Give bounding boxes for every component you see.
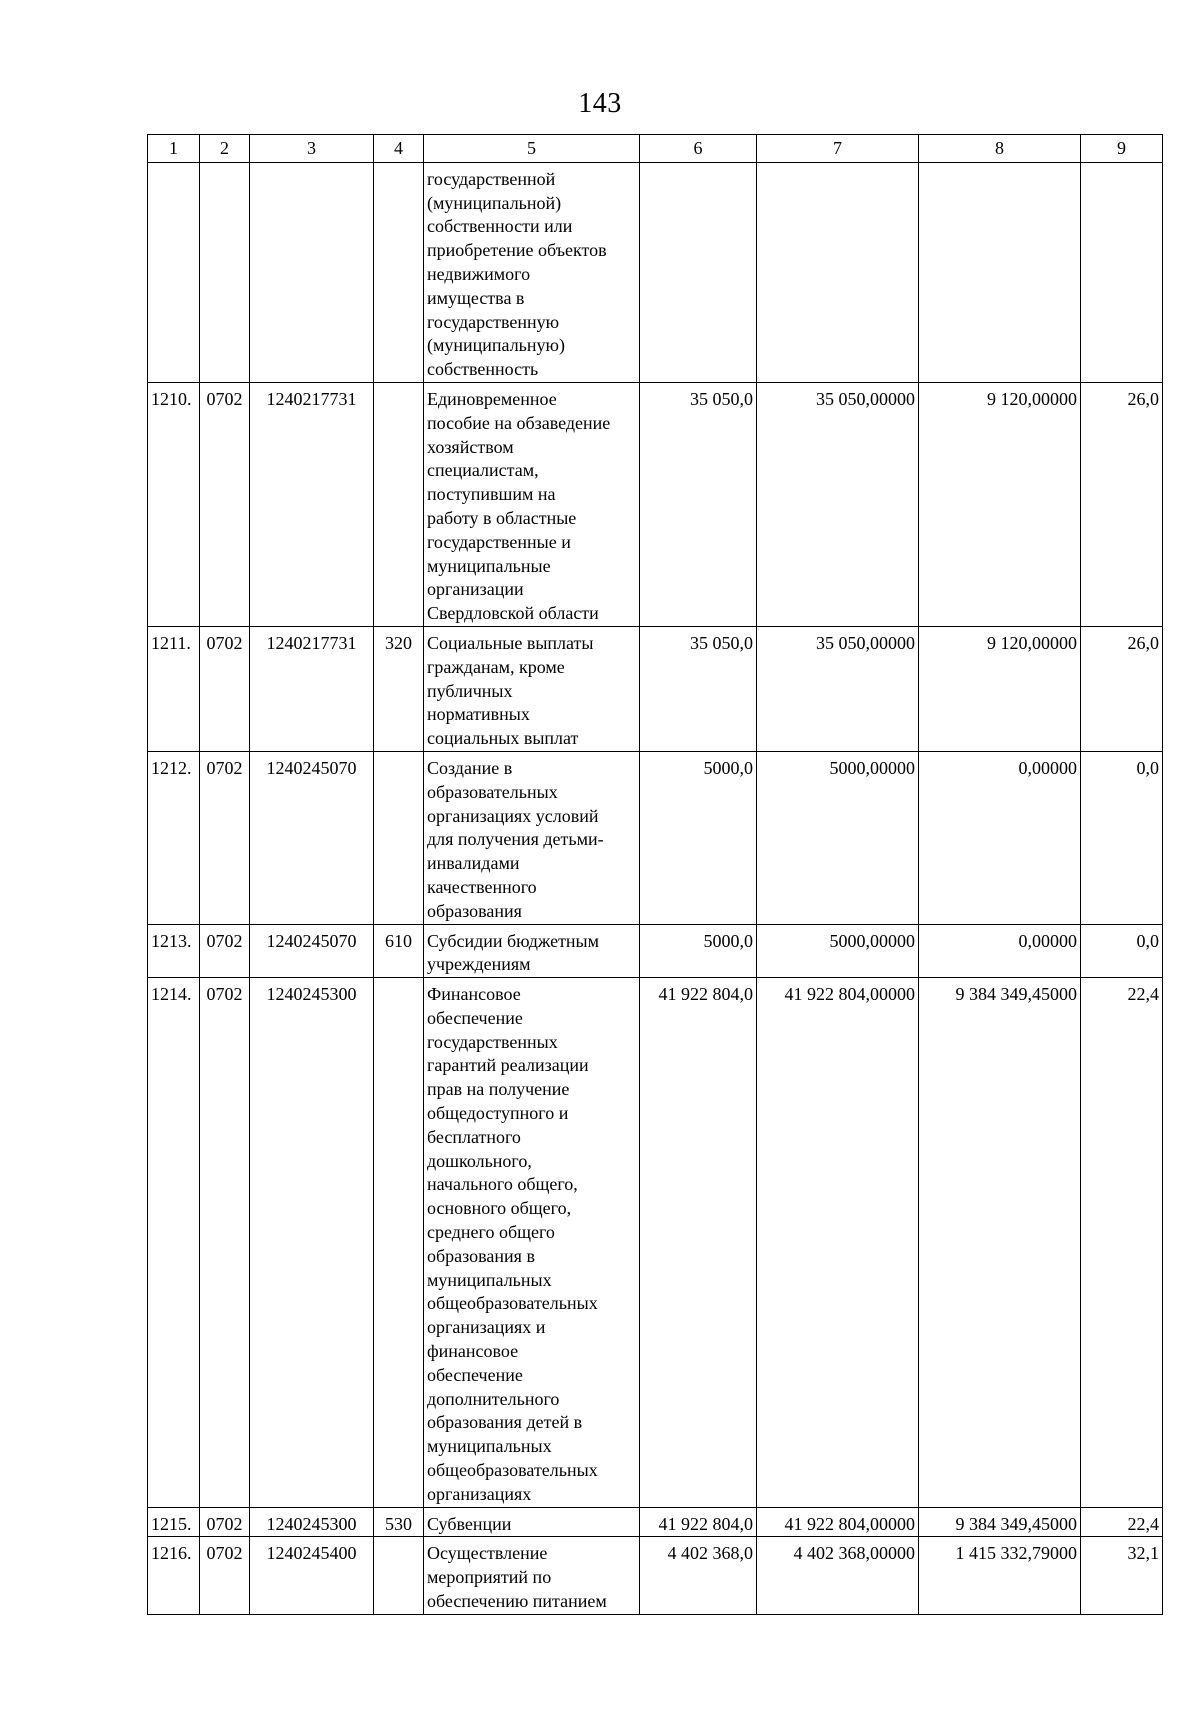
planned-amount: 35 050,0: [640, 382, 757, 626]
item-name-line: имущества в: [427, 287, 525, 308]
item-name-line: пособие на обзаведение: [427, 412, 611, 433]
executed-amount: 1 415 332,79000: [919, 1537, 1081, 1614]
item-name-line: основного общего,: [427, 1198, 572, 1219]
refined-amount: 41 922 804,00000: [757, 1507, 919, 1537]
item-name-line: Создание в: [427, 757, 513, 778]
target-article-code: 1240217731: [250, 382, 374, 626]
item-name-line: организации: [427, 579, 524, 600]
item-name-line: собственность: [427, 359, 539, 380]
row-number: 1210.: [148, 382, 200, 626]
refined-amount: 5000,00000: [757, 924, 919, 978]
row-number: 1215.: [148, 1507, 200, 1537]
refined-amount: [757, 162, 919, 382]
column-header: 2: [200, 135, 250, 163]
item-name-line: муниципальные: [427, 555, 551, 576]
item-name-line: работу в областные: [427, 507, 577, 528]
item-name-line: Свердловской области: [427, 603, 599, 624]
item-name-line: нормативных: [427, 704, 530, 725]
item-name-line: гарантий реализации: [427, 1055, 589, 1076]
table-row: [148, 1507, 1163, 1537]
planned-amount: 41 922 804,0: [640, 978, 757, 1508]
item-name-line: начального общего,: [427, 1174, 578, 1195]
planned-amount: 5000,0: [640, 924, 757, 978]
executed-amount: 9 120,00000: [919, 626, 1081, 751]
column-header: 6: [640, 135, 757, 163]
section-code: 0702: [200, 1507, 250, 1537]
item-name-line: приобретение объектов: [427, 240, 607, 261]
item-name-line: прав на получение: [427, 1079, 570, 1100]
item-name-line: образования в: [427, 1245, 535, 1266]
item-name-line: обеспечение: [427, 1007, 523, 1028]
item-name-line: государственной: [427, 168, 556, 189]
executed-amount: 0,00000: [919, 924, 1081, 978]
refined-amount: 5000,00000: [757, 751, 919, 924]
item-name-line: организациях и: [427, 1317, 546, 1338]
item-name-line: государственные и: [427, 531, 571, 552]
target-article-code: [250, 162, 374, 382]
table-row: [148, 978, 1163, 1508]
item-name-line: учреждениям: [427, 954, 531, 975]
item-name-line: государственных: [427, 1031, 558, 1052]
expense-type-code: 530: [374, 1507, 424, 1537]
execution-percent: [1081, 162, 1163, 382]
section-code: 0702: [200, 924, 250, 978]
column-header: 8: [919, 135, 1081, 163]
item-name-line: образования: [427, 900, 522, 921]
item-name-line: качественного: [427, 876, 537, 897]
planned-amount: [640, 162, 757, 382]
item-name-line: обеспечение: [427, 1364, 523, 1385]
item-name-line: недвижимого: [427, 263, 531, 284]
execution-percent: 22,4: [1081, 1507, 1163, 1537]
execution-percent: 0,0: [1081, 924, 1163, 978]
refined-amount: 35 050,00000: [757, 626, 919, 751]
column-header: 3: [250, 135, 374, 163]
planned-amount: 35 050,0: [640, 626, 757, 751]
table-body: [148, 162, 1163, 1614]
execution-percent: 26,0: [1081, 382, 1163, 626]
target-article-code: 1240217731: [250, 626, 374, 751]
executed-amount: 0,00000: [919, 751, 1081, 924]
item-name-line: мероприятий по: [427, 1567, 552, 1588]
planned-amount: 41 922 804,0: [640, 1507, 757, 1537]
refined-amount: 4 402 368,00000: [757, 1537, 919, 1614]
budget-table: [147, 134, 1163, 1615]
expense-type-code: 320: [374, 626, 424, 751]
column-header: 7: [757, 135, 919, 163]
executed-amount: 9 120,00000: [919, 382, 1081, 626]
item-name-line: (муниципальную): [427, 335, 565, 356]
row-number: 1213.: [148, 924, 200, 978]
item-name: [424, 1507, 640, 1537]
execution-percent: 26,0: [1081, 626, 1163, 751]
row-number: 1212.: [148, 751, 200, 924]
page-number: 143: [578, 88, 622, 119]
item-name-line: инвалидами: [427, 853, 520, 874]
target-article-code: 1240245400: [250, 1537, 374, 1614]
item-name-line: муниципальных: [427, 1269, 552, 1290]
section-code: 0702: [200, 1537, 250, 1614]
item-name-line: общеобразовательных: [427, 1293, 598, 1314]
table-row: [148, 751, 1163, 924]
table-row: [148, 382, 1163, 626]
item-name: [424, 978, 640, 1508]
item-name-line: обеспечению питанием: [427, 1591, 607, 1612]
refined-amount: 35 050,00000: [757, 382, 919, 626]
item-name-line: муниципальных: [427, 1436, 552, 1457]
item-name-line: для получения детьми-: [427, 829, 604, 850]
section-code: 0702: [200, 751, 250, 924]
item-name-line: Субсидии бюджетным: [427, 930, 600, 951]
row-number: [148, 162, 200, 382]
item-name-line: Субвенции: [427, 1513, 512, 1534]
expense-type-code: [374, 751, 424, 924]
planned-amount: 4 402 368,0: [640, 1537, 757, 1614]
table-row: [148, 1537, 1163, 1614]
section-code: 0702: [200, 978, 250, 1508]
executed-amount: 9 384 349,45000: [919, 1507, 1081, 1537]
item-name-line: общедоступного и: [427, 1103, 569, 1124]
item-name-line: (муниципальной): [427, 192, 562, 213]
item-name: [424, 382, 640, 626]
item-name-line: общеобразовательных: [427, 1460, 598, 1481]
item-name-line: Единовременное: [427, 388, 557, 409]
expense-type-code: 610: [374, 924, 424, 978]
expense-type-code: [374, 978, 424, 1508]
item-name: [424, 626, 640, 751]
item-name-line: публичных: [427, 680, 513, 701]
expense-type-code: [374, 1537, 424, 1614]
executed-amount: 9 384 349,45000: [919, 978, 1081, 1508]
row-number: 1211.: [148, 626, 200, 751]
item-name-line: социальных выплат: [427, 728, 579, 749]
item-name-line: образовательных: [427, 781, 558, 802]
item-name-line: гражданам, кроме: [427, 656, 565, 677]
item-name-line: бесплатного: [427, 1126, 521, 1147]
header-row: [148, 135, 1163, 163]
item-name-line: государственную: [427, 311, 560, 332]
target-article-code: 1240245300: [250, 978, 374, 1508]
item-name-line: Финансовое: [427, 984, 521, 1005]
expense-type-code: [374, 382, 424, 626]
item-name-line: Социальные выплаты: [427, 632, 594, 653]
item-name: [424, 924, 640, 978]
table-row: [148, 162, 1163, 382]
item-name: [424, 162, 640, 382]
item-name-line: дополнительного: [427, 1388, 560, 1409]
expense-type-code: [374, 162, 424, 382]
section-code: 0702: [200, 382, 250, 626]
execution-percent: 32,1: [1081, 1537, 1163, 1614]
item-name-line: собственности или: [427, 216, 573, 237]
item-name-line: организациях условий: [427, 805, 599, 826]
section-code: 0702: [200, 626, 250, 751]
item-name: [424, 1537, 640, 1614]
item-name-line: финансовое: [427, 1341, 519, 1362]
item-name-line: дошкольного,: [427, 1150, 532, 1171]
target-article-code: 1240245070: [250, 924, 374, 978]
table-row: [148, 626, 1163, 751]
section-code: [200, 162, 250, 382]
item-name: [424, 751, 640, 924]
refined-amount: 41 922 804,00000: [757, 978, 919, 1508]
row-number: 1214.: [148, 978, 200, 1508]
execution-percent: 0,0: [1081, 751, 1163, 924]
item-name-line: Осуществление: [427, 1543, 548, 1564]
column-header: 9: [1081, 135, 1163, 163]
item-name-line: специалистам,: [427, 460, 539, 481]
item-name-line: хозяйством: [427, 436, 514, 457]
item-name-line: поступившим на: [427, 484, 556, 505]
column-header: 1: [148, 135, 200, 163]
executed-amount: [919, 162, 1081, 382]
target-article-code: 1240245300: [250, 1507, 374, 1537]
planned-amount: 5000,0: [640, 751, 757, 924]
row-number: 1216.: [148, 1537, 200, 1614]
column-header: 5: [424, 135, 640, 163]
table-row: [148, 924, 1163, 978]
target-article-code: 1240245070: [250, 751, 374, 924]
item-name-line: среднего общего: [427, 1222, 555, 1243]
item-name-line: организациях: [427, 1483, 532, 1504]
item-name-line: образования детей в: [427, 1412, 583, 1433]
column-header: 4: [374, 135, 424, 163]
execution-percent: 22,4: [1081, 978, 1163, 1508]
